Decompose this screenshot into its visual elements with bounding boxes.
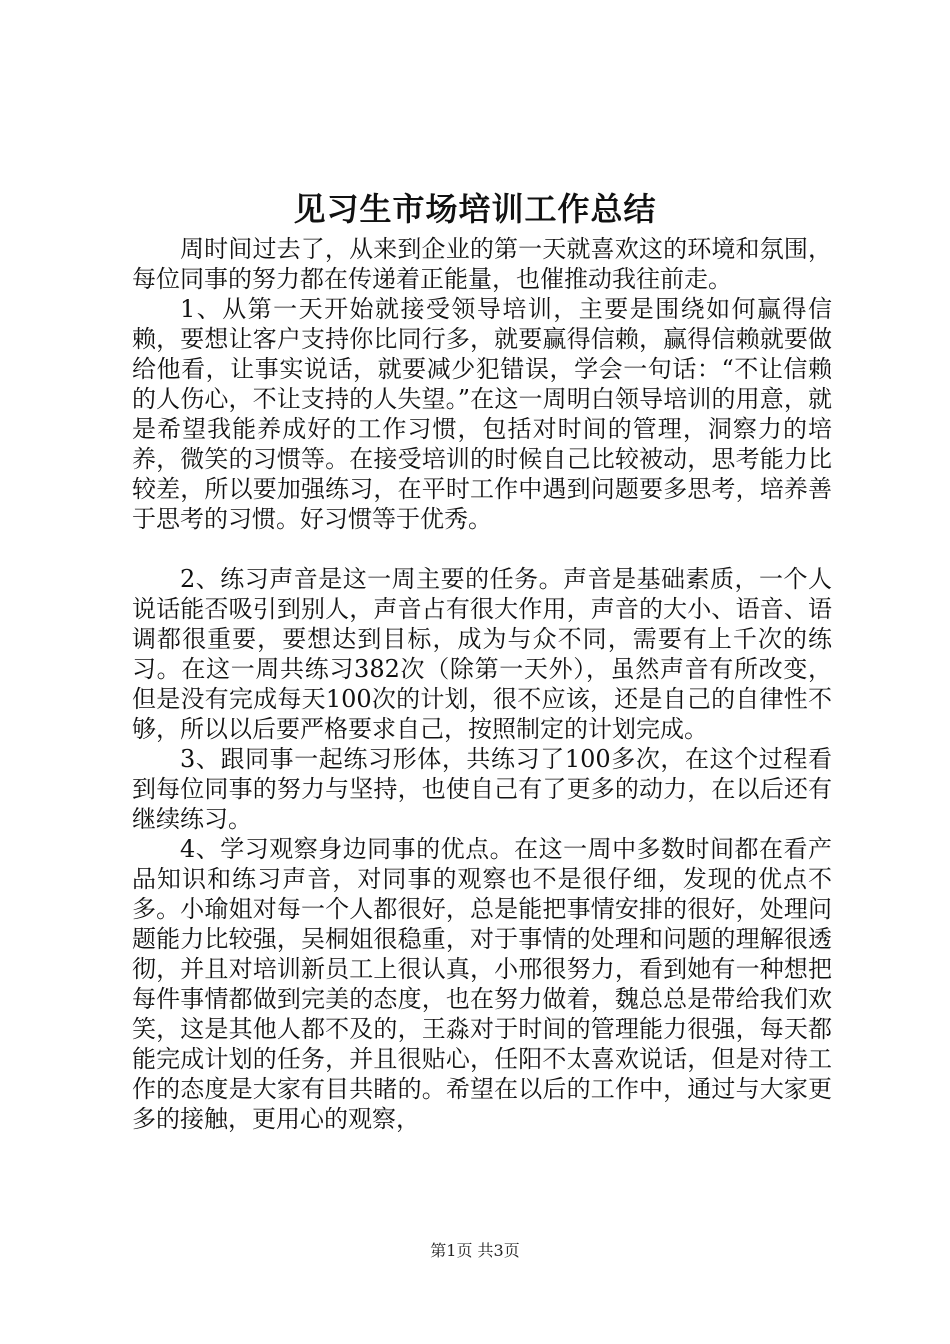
paragraph-item-4: 4、学习观察身边同事的优点。在这一周中多数时间都在看产品知识和练习声音，对同事的观察也不是很仔细，发现的优点不多。小瑜姐对每一个人都很好，总是能把事情安排的很好，处理问题能力比较强，吴桐姐很稳重，对于事情的处理和问题的理解很透彻，并且对培训新员工上很认真，小邢很努力，看到她有一种想把每件事情都做到完美的态度，也在努力做着，魏总总是带给我们欢笑，这是其他人都不及的，王淼对于时间的管理能力很强，每天都能完成计划的任务，并且很贴心，任阳不太喜欢说话，但是对待工作的态度是大家有目共睹的。希望在以后的工作中，通过与大家更多的接触，更用心的观察， bbox=[132, 835, 832, 1133]
paragraph-item-1: 1、从第一天开始就接受领导培训，主要是围绕如何赢得信赖，要想让客户支持你比同行多，就要赢得信赖，赢得信赖就要做给他看，让事实说话，就要减少犯错误，学会一句话：“不让信赖的人伤心，不让支持的人失望。”在这一周明白领导培训的用意，就是希望我能养成好的工作习惯，包括对时间的管理，洞察力的培养，微笑的习惯等。在接受培训的时候自己比较被动，思考能力比较差，所以要加强练习，在平时工作中遇到问题要多思考，培养善于思考的习惯。好习惯等于优秀。 bbox=[132, 295, 832, 533]
paragraph-item-2: 2、练习声音是这一周主要的任务。声音是基础素质，一个人说话能否吸引到别人，声音占有很大作用，声音的大小、语音、语调都很重要，要想达到目标，成为与众不同，需要有上千次的练习。在这一周共练习382次（除第一天外），虽然声音有所改变，但是没有完成每天100次的计划，很不应该，还是自己的自律性不够，所以以后要严格要求自己，按照制定的计划完成。 bbox=[132, 565, 832, 743]
paragraph-item-3: 3、跟同事一起练习形体，共练习了100多次，在这个过程看到每位同事的努力与坚持，也使自己有了更多的动力，在以后还有继续练习。 bbox=[132, 745, 832, 833]
page-footer: 第1页 共3页 bbox=[430, 1241, 520, 1260]
document-title: 见习生市场培训工作总结 bbox=[293, 190, 657, 228]
paragraph-intro: 周时间过去了，从来到企业的第一天就喜欢这的环境和氛围，每位同事的努力都在传递着正能量，也催推动我往前走。 bbox=[132, 235, 832, 293]
document-body bbox=[132, 234, 832, 1134]
